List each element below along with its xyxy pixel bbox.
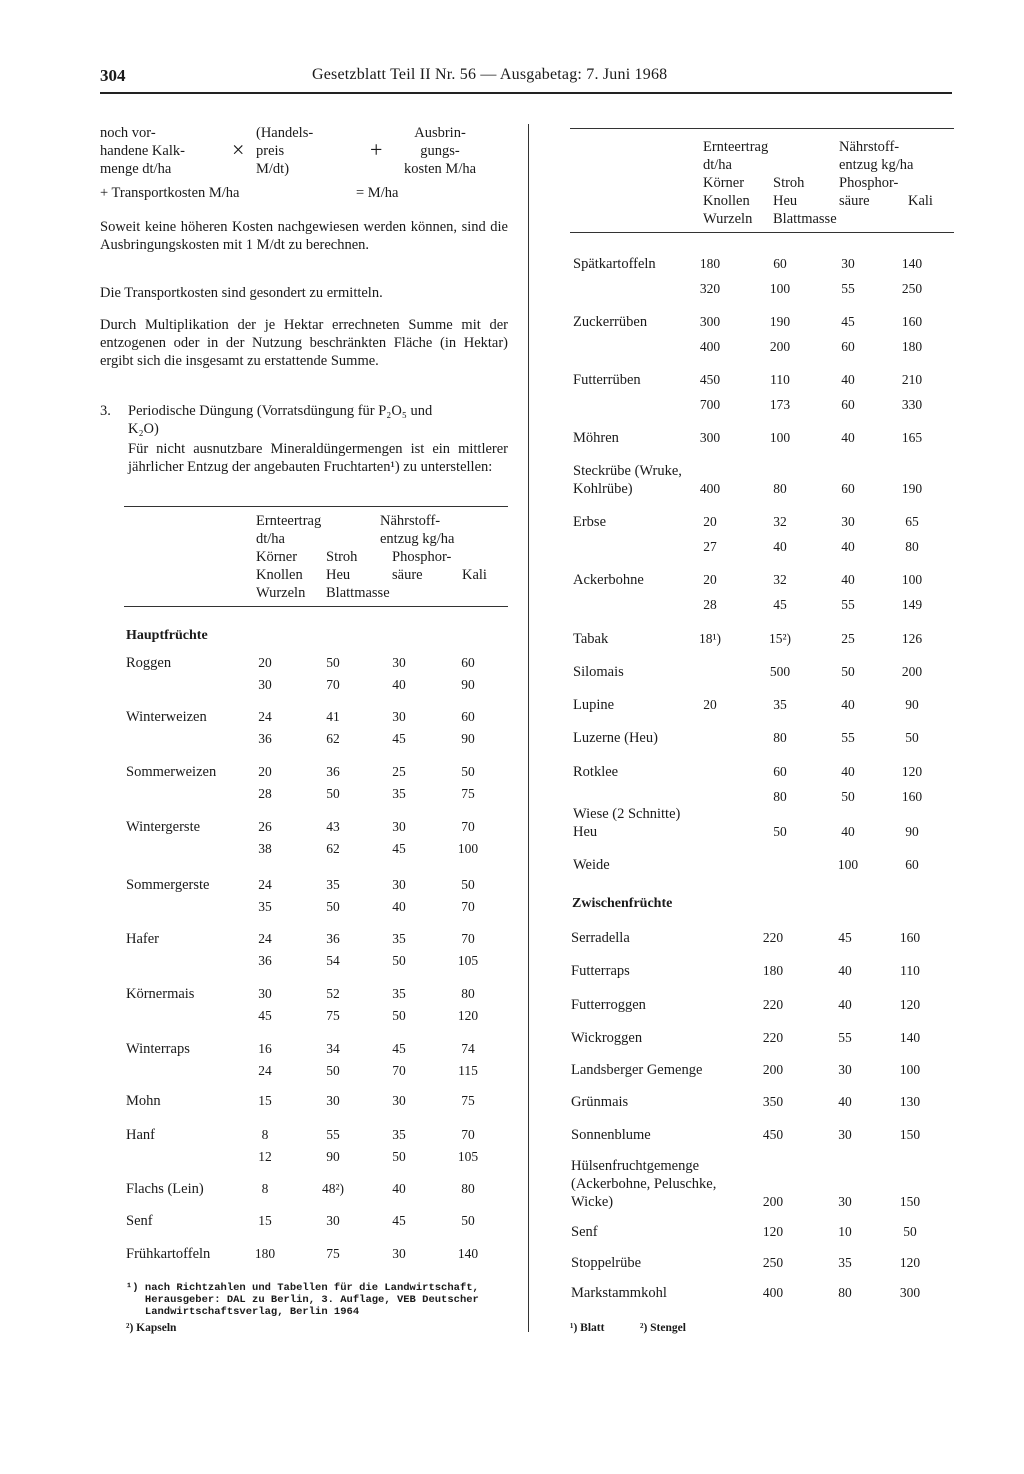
crop-name: Hafer <box>126 931 160 947</box>
table-cell: 30 <box>838 1194 852 1209</box>
table-cell: 149 <box>901 597 923 612</box>
table-cell: 50 <box>392 953 406 968</box>
header-koerner-r: Körner Knollen Wurzeln <box>703 175 753 227</box>
table-cell: 26 <box>258 819 272 834</box>
table-cell: 200 <box>762 1062 784 1077</box>
page-header <box>100 66 952 92</box>
header-phosphor: Phosphor- säure <box>392 549 452 583</box>
table-cell: 55 <box>841 730 855 745</box>
table-cell: 40 <box>838 1094 852 1109</box>
table-cell: 48²) <box>321 1181 345 1196</box>
table-cell: 30 <box>392 1246 406 1261</box>
table-cell: 180 <box>762 963 784 978</box>
crop-name: Landsberger Gemenge <box>571 1062 703 1078</box>
table-cell: 35 <box>838 1255 852 1270</box>
table-cell: 50 <box>841 789 855 804</box>
table-cell: 40 <box>392 899 406 914</box>
table-cell: 8 <box>261 1181 269 1196</box>
table-cell: 30 <box>258 986 272 1001</box>
table-cell: 100 <box>901 572 923 587</box>
table-cell: 250 <box>901 281 923 296</box>
table-cell: 55 <box>841 281 855 296</box>
table-cell: 45 <box>773 597 787 612</box>
table-cell: 70 <box>461 1127 475 1142</box>
crop-name: Tabak <box>573 631 609 647</box>
table-cell: 220 <box>762 930 784 945</box>
left-table-header-rule <box>124 606 508 607</box>
table-cell: 140 <box>899 1030 921 1045</box>
table-cell: 15²) <box>768 631 792 646</box>
table-cell: 200 <box>901 664 923 679</box>
table-cell: 30 <box>258 677 272 692</box>
table-cell: 105 <box>457 1149 479 1164</box>
table-cell: 130 <box>899 1094 921 1109</box>
page-number: 304 <box>100 66 126 85</box>
table-cell: 150 <box>899 1194 921 1209</box>
table-cell: 45 <box>841 314 855 329</box>
paragraph-costs: Soweit keine höheren Kosten nachgewiesen werden können, sind die Ausbringungskosten mit 1 M/dt zu berechnen. <box>100 219 508 253</box>
table-cell: 60 <box>773 256 787 271</box>
table-cell: 52 <box>326 986 340 1001</box>
table-cell: 400 <box>762 1285 784 1300</box>
table-cell: 80 <box>461 1181 475 1196</box>
table-cell: 165 <box>901 430 923 445</box>
table-cell: 30 <box>841 514 855 529</box>
table-cell: 54 <box>326 953 340 968</box>
table-cell: 40 <box>841 764 855 779</box>
crop-name: Weide <box>573 857 610 873</box>
header-stroh: Stroh Heu Blattmasse <box>326 549 390 601</box>
table-cell: 40 <box>392 1181 406 1196</box>
table-cell: 120 <box>899 1255 921 1270</box>
table-cell: 24 <box>258 1063 272 1078</box>
footnote-1: ¹) nach Richtzahlen und Tabellen für die Landwirtschaft, Herausgeber: DAL zu Berlin, 3. Auflage, VEB Deutscher Landwirtschaftsverlag, Berlin 1964 <box>126 1282 479 1318</box>
table-cell: 24 <box>258 877 272 892</box>
formula-term-lime: noch vor- handene Kalk- menge dt/ha <box>100 125 185 177</box>
formula-result: = M/ha <box>356 185 399 201</box>
table-cell: 18¹) <box>698 631 722 646</box>
header-kali-r: Kali <box>908 193 933 209</box>
table-cell: 210 <box>901 372 923 387</box>
table-cell: 43 <box>326 819 340 834</box>
table-cell: 200 <box>769 339 791 354</box>
table-cell: 24 <box>258 709 272 724</box>
table-cell: 32 <box>773 514 787 529</box>
table-cell: 300 <box>899 1285 921 1300</box>
table-cell: 25 <box>841 631 855 646</box>
table-cell: 50 <box>326 786 340 801</box>
crop-name: Futterrüben <box>573 372 641 388</box>
table-cell: 40 <box>841 572 855 587</box>
table-cell: 50 <box>461 1213 475 1228</box>
table-cell: 180 <box>699 256 721 271</box>
table-cell: 27 <box>703 539 717 554</box>
footnote-blatt: ¹) Blatt <box>570 1322 605 1334</box>
table-cell: 400 <box>699 339 721 354</box>
table-cell: 50 <box>392 1008 406 1023</box>
table-cell: 28 <box>703 597 717 612</box>
crop-name: Frühkartoffeln <box>126 1246 211 1262</box>
crop-name: Futterroggen <box>571 997 646 1013</box>
table-cell: 70 <box>392 1063 406 1078</box>
table-cell: 35 <box>773 697 787 712</box>
table-cell: 75 <box>326 1246 340 1261</box>
table-cell: 115 <box>458 1063 478 1078</box>
table-cell: 100 <box>769 430 791 445</box>
crop-name: Wickroggen <box>571 1030 643 1046</box>
table-cell: 126 <box>901 631 923 646</box>
table-cell: 50 <box>326 899 340 914</box>
table-cell: 20 <box>703 514 717 529</box>
table-cell: 65 <box>905 514 919 529</box>
table-cell: 400 <box>699 481 721 496</box>
table-cell: 40 <box>838 997 852 1012</box>
table-cell: 160 <box>901 314 923 329</box>
table-cell: 45 <box>392 841 406 856</box>
table-cell: 190 <box>769 314 791 329</box>
table-cell: 30 <box>838 1062 852 1077</box>
table-cell: 32 <box>773 572 787 587</box>
formula-plus: + <box>370 137 383 162</box>
formula-times: × <box>232 137 245 162</box>
table-cell: 60 <box>905 857 919 872</box>
crop-name: Silomais <box>573 664 624 680</box>
crop-name: Stoppelrübe <box>571 1255 642 1271</box>
table-cell: 62 <box>326 731 340 746</box>
table-cell: 160 <box>899 930 921 945</box>
table-cell: 90 <box>461 677 475 692</box>
table-cell: 40 <box>841 430 855 445</box>
table-cell: 20 <box>258 764 272 779</box>
table-cell: 25 <box>392 764 406 779</box>
table-cell: 350 <box>762 1094 784 1109</box>
table-cell: 100 <box>837 857 859 872</box>
table-cell: 140 <box>457 1246 479 1261</box>
table-cell: 35 <box>392 786 406 801</box>
table-cell: 90 <box>905 824 919 839</box>
crop-name: Winterweizen <box>126 709 207 725</box>
table-cell: 60 <box>841 339 855 354</box>
table-cell: 50 <box>841 664 855 679</box>
left-table-top-rule <box>124 506 508 507</box>
table-cell: 60 <box>461 655 475 670</box>
table-cell: 450 <box>762 1127 784 1142</box>
table-cell: 36 <box>326 764 340 779</box>
table-cell: 110 <box>900 963 920 978</box>
section-zwischenfruechte: Zwischenfrüchte <box>572 896 673 911</box>
table-cell: 100 <box>769 281 791 296</box>
table-cell: 150 <box>899 1127 921 1142</box>
crop-name: Hanf <box>126 1127 155 1143</box>
table-cell: 40 <box>392 677 406 692</box>
table-cell: 40 <box>841 824 855 839</box>
formula-term-price: (Handels- preis M/dt) <box>256 125 314 177</box>
table-cell: 62 <box>326 841 340 856</box>
table-cell: 30 <box>326 1213 340 1228</box>
crop-name: Rotklee <box>573 764 619 780</box>
table-cell: 50 <box>461 877 475 892</box>
table-cell: 34 <box>326 1041 340 1056</box>
table-cell: 30 <box>392 655 406 670</box>
crop-name: Wiese (2 Schnitte) Heu <box>573 806 681 840</box>
table-cell: 30 <box>392 709 406 724</box>
item-heading: Periodische Düngung (Vorratsdüngung für P₂O₅ und <box>128 403 433 419</box>
table-cell: 120 <box>457 1008 479 1023</box>
crop-name: Sommerweizen <box>126 764 217 780</box>
table-cell: 30 <box>838 1127 852 1142</box>
table-cell: 20 <box>258 655 272 670</box>
table-cell: 80 <box>773 481 787 496</box>
table-cell: 38 <box>258 841 272 856</box>
table-cell: 50 <box>392 1149 406 1164</box>
table-cell: 10 <box>838 1224 852 1239</box>
paragraph-multiplication: Durch Multiplikation der je Hektar errechneten Summe mit der entzogenen oder in der Nutzung beschränkten Fläche (in Hektar) ergibt sich die insgesamt zu erstattende Summe. <box>100 317 508 369</box>
table-cell: 173 <box>769 397 791 412</box>
crop-name: Möhren <box>573 430 619 446</box>
table-cell: 55 <box>838 1030 852 1045</box>
table-cell: 250 <box>762 1255 784 1270</box>
table-cell: 8 <box>261 1127 269 1142</box>
table-cell: 70 <box>461 931 475 946</box>
table-cell: 140 <box>901 256 923 271</box>
table-cell: 110 <box>770 372 790 387</box>
table-cell: 160 <box>901 789 923 804</box>
table-cell: 50 <box>773 824 787 839</box>
table-cell: 90 <box>461 731 475 746</box>
section-hauptfruechte: Hauptfrüchte <box>126 628 208 643</box>
table-cell: 330 <box>901 397 923 412</box>
table-cell: 15 <box>258 1093 272 1108</box>
table-cell: 30 <box>392 1093 406 1108</box>
table-cell: 40 <box>841 697 855 712</box>
table-cell: 180 <box>254 1246 276 1261</box>
crop-name: Flachs (Lein) <box>126 1181 204 1197</box>
table-cell: 80 <box>773 730 787 745</box>
crop-name: Grünmais <box>571 1094 629 1110</box>
table-cell: 45 <box>392 1213 406 1228</box>
table-cell: 40 <box>773 539 787 554</box>
table-cell: 35 <box>392 986 406 1001</box>
table-cell: 16 <box>258 1041 272 1056</box>
crop-name: Steckrübe (Wruke, Kohlrübe) <box>573 463 682 497</box>
table-cell: 105 <box>457 953 479 968</box>
column-divider <box>528 124 529 1332</box>
table-cell: 220 <box>762 1030 784 1045</box>
formula-transport: + Transportkosten M/ha <box>100 185 240 201</box>
table-cell: 80 <box>838 1285 852 1300</box>
crop-name: Erbse <box>573 514 607 530</box>
table-cell: 20 <box>703 697 717 712</box>
table-cell: 100 <box>457 841 479 856</box>
table-cell: 24 <box>258 931 272 946</box>
table-cell: 41 <box>326 709 340 724</box>
table-cell: 45 <box>392 1041 406 1056</box>
crop-name: Futterraps <box>571 963 630 979</box>
crop-name: Wintergerste <box>126 819 201 835</box>
crop-name: Winterraps <box>126 1041 190 1057</box>
table-cell: 30 <box>392 877 406 892</box>
table-cell: 220 <box>762 997 784 1012</box>
footnote-2: ²) Kapseln <box>126 1322 177 1334</box>
right-table-top-rule <box>570 128 954 129</box>
table-cell: 70 <box>461 819 475 834</box>
page-title: Gesetzblatt Teil II Nr. 56 — Ausgabetag: 7. Juni 1968 <box>312 66 668 83</box>
crop-name: Körnermais <box>126 986 195 1002</box>
crop-name: Senf <box>571 1224 598 1240</box>
table-cell: 40 <box>841 539 855 554</box>
table-cell: 35 <box>258 899 272 914</box>
formula-term-cost: Ausbrin- gungs- kosten M/ha <box>403 125 477 177</box>
table-cell: 700 <box>699 397 721 412</box>
crop-name: Markstammkohl <box>571 1285 667 1301</box>
paragraph-transport: Die Transportkosten sind gesondert zu ermitteln. <box>100 285 383 301</box>
footnote-stengel: ²) Stengel <box>640 1322 686 1334</box>
table-cell: 60 <box>841 481 855 496</box>
table-cell: 15 <box>258 1213 272 1228</box>
table-cell: 450 <box>699 372 721 387</box>
table-cell: 74 <box>461 1041 475 1056</box>
table-cell: 20 <box>703 572 717 587</box>
table-cell: 35 <box>392 1127 406 1142</box>
table-cell: 190 <box>901 481 923 496</box>
table-cell: 300 <box>699 430 721 445</box>
table-cell: 75 <box>461 786 475 801</box>
header-phosphor-r: Phosphor- säure <box>839 175 899 209</box>
table-cell: 45 <box>838 930 852 945</box>
table-cell: 55 <box>326 1127 340 1142</box>
table-cell: 50 <box>326 1063 340 1078</box>
crop-name: Luzerne (Heu) <box>573 730 658 746</box>
table-cell: 60 <box>773 764 787 779</box>
table-cell: 70 <box>326 677 340 692</box>
crop-name: Lupine <box>573 697 615 713</box>
crop-name: Sonnenblume <box>571 1127 651 1143</box>
table-cell: 40 <box>838 963 852 978</box>
table-cell: 35 <box>392 931 406 946</box>
table-cell: 80 <box>905 539 919 554</box>
table-cell: 50 <box>326 655 340 670</box>
table-cell: 12 <box>258 1149 272 1164</box>
table-cell: 320 <box>699 281 721 296</box>
table-cell: 36 <box>258 953 272 968</box>
table-cell: 60 <box>841 397 855 412</box>
table-cell: 36 <box>326 931 340 946</box>
crop-name: Roggen <box>126 655 172 671</box>
header-rule <box>100 92 952 94</box>
table-cell: 50 <box>905 730 919 745</box>
table-cell: 120 <box>762 1224 784 1239</box>
item-number: 3. <box>100 403 111 419</box>
table-cell: 120 <box>899 997 921 1012</box>
table-cell: 36 <box>258 731 272 746</box>
crop-name: Ackerbohne <box>573 572 644 588</box>
table-cell: 180 <box>901 339 923 354</box>
header-koerner: Körner Knollen Wurzeln <box>256 549 306 601</box>
header-ernteertrag-r: Ernteertrag dt/ha <box>703 139 769 173</box>
header-stroh-r: Stroh Heu Blattmasse <box>773 175 837 227</box>
table-cell: 100 <box>899 1062 921 1077</box>
header-kali: Kali <box>462 567 487 583</box>
table-cell: 30 <box>841 256 855 271</box>
table-cell: 80 <box>773 789 787 804</box>
table-cell: 75 <box>461 1093 475 1108</box>
table-cell: 50 <box>903 1224 917 1239</box>
header-naehrstoff-r: Nährstoff- entzug kg/ha <box>839 139 914 173</box>
header-ernteertrag: Ernteertrag dt/ha <box>256 513 322 547</box>
table-cell: 50 <box>461 764 475 779</box>
table-cell: 30 <box>326 1093 340 1108</box>
crop-name: Hülsenfruchtgemenge (Ackerbohne, Peluschke, Wicke) <box>571 1158 717 1210</box>
table-cell: 40 <box>841 372 855 387</box>
table-cell: 60 <box>461 709 475 724</box>
crop-name: Serradella <box>571 930 630 946</box>
table-cell: 35 <box>326 877 340 892</box>
table-cell: 300 <box>699 314 721 329</box>
table-cell: 90 <box>326 1149 340 1164</box>
table-cell: 28 <box>258 786 272 801</box>
table-cell: 30 <box>392 819 406 834</box>
header-naehrstoff: Nährstoff- entzug kg/ha <box>380 513 455 547</box>
table-cell: 120 <box>901 764 923 779</box>
item-text: Für nicht ausnutzbare Mineraldüngermengen ist ein mittlerer jährlicher Entzug der angebauten Fruchtarten¹) zu unterstellen: <box>128 441 508 475</box>
table-cell: 70 <box>461 899 475 914</box>
crop-name: Sommergerste <box>126 877 210 893</box>
table-cell: 55 <box>841 597 855 612</box>
crop-name: Senf <box>126 1213 153 1229</box>
table-cell: 45 <box>392 731 406 746</box>
table-cell: 75 <box>326 1008 340 1023</box>
crop-name: Zuckerrüben <box>573 314 648 330</box>
item-heading-cont: K₂O) <box>128 421 159 437</box>
table-cell: 80 <box>461 986 475 1001</box>
table-cell: 45 <box>258 1008 272 1023</box>
table-cell: 200 <box>762 1194 784 1209</box>
table-cell: 90 <box>905 697 919 712</box>
right-table-header-rule <box>570 232 954 233</box>
crop-name: Mohn <box>126 1093 161 1109</box>
crop-name: Spätkartoffeln <box>573 256 656 272</box>
table-cell: 500 <box>769 664 791 679</box>
